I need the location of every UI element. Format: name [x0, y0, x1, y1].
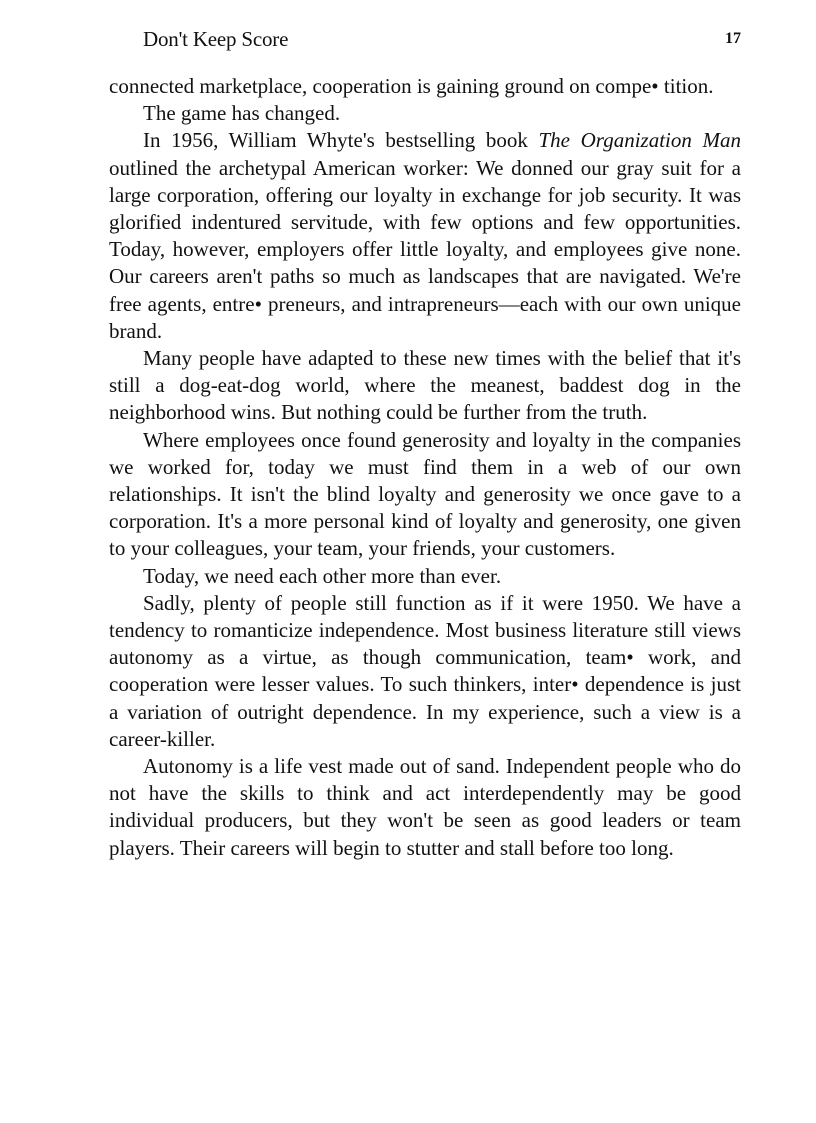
body-text [109, 73, 741, 862]
paragraph-relationships: Where employees once found generosity and loyalty in the companies we worked for, today we must find them in a web of our own relationships. It isn't the blind loyalty and generosity we once gave to a corporation. It's a more personal kind of loyalty and generosity, one given to your colleagues, your team, your friends, your customers. [109, 427, 741, 561]
page-number: 17 [725, 30, 741, 47]
book-title: The Organization Man [538, 128, 741, 153]
paragraph-dog-eat-dog: Many people have adapted to these new times with the belief that it's still a dog-eat-dog world, where the meanest, baddest dog in the neighborhood wins. But nothing could be further from the truth. [109, 346, 741, 425]
paragraph-rest-text: outlined the archetypal American worker: We donned our gray suit for a large corporation, offering our loyalty in exchange for job security. It was glorified indentured servitude, with few options and few opportunities. Today, however, employers offer little loyalty, and employees give none. Our careers aren't paths so much as landscapes that are navigated. We're free agents, entre• preneurs, and intrapreneurs—each with our own unique brand. [109, 155, 741, 343]
paragraph-lead-text: In 1956, William Whyte's bestselling book [143, 128, 539, 153]
paragraph-independence: Sadly, plenty of people still function as if it were 1950. We have a tendency to romanticize independence. Most business literature still views autonomy as a virtue, as though communication, team• work, and cooperation were lesser values. To such thinkers, inter• dependence is just a variation of outright dependence. In my experience, such a view is a career-killer. [109, 590, 741, 751]
paragraph-autonomy: Autonomy is a life vest made out of sand. Independent people who do not have the skills to think and act interdependently may be good individual producers, but they won't be seen as good leaders or team players. Their careers will begin to stutter and stall before too long. [109, 754, 741, 860]
paragraph-game-changed: The game has changed. [143, 101, 341, 126]
paragraph-continued: connected marketplace, cooperation is gaining ground on compe• tition. [109, 74, 714, 98]
running-title: Don't Keep Score [143, 27, 289, 51]
paragraph-need-each-other: Today, we need each other more than ever. [143, 563, 502, 588]
paragraph-organization-man [109, 127, 741, 345]
running-header [143, 24, 741, 54]
